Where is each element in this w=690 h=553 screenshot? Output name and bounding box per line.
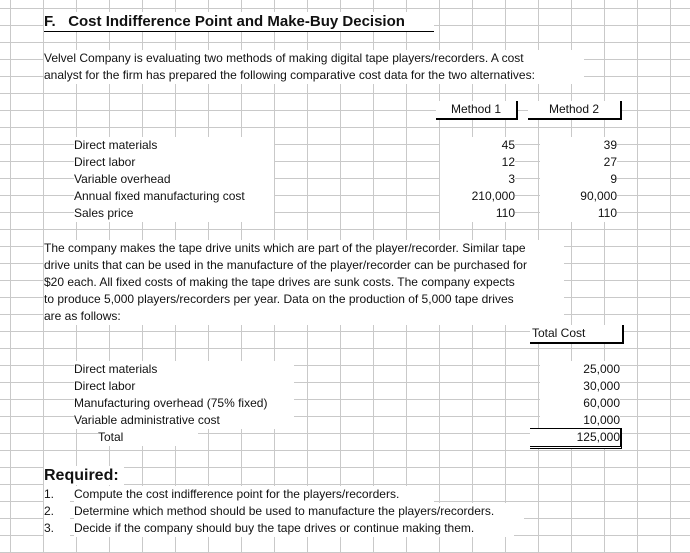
method2-value: 110 <box>540 205 617 222</box>
row-label: Direct materials <box>74 361 294 378</box>
method1-value: 45 <box>440 137 515 154</box>
row-label: Variable administrative cost <box>74 412 294 429</box>
total-label: Total <box>98 429 198 446</box>
required-item: Compute the cost indifference point for the players/recorders. <box>74 486 434 503</box>
row-label: Variable overhead <box>74 171 274 188</box>
row-label: Annual fixed manufacturing cost <box>74 188 274 205</box>
cost-value: 10,000 <box>540 412 620 429</box>
item-number: 1. <box>44 486 70 503</box>
method1-value: 210,000 <box>440 188 515 205</box>
makebuy-paragraph <box>44 240 564 325</box>
intro-line: Velvel Company is evaluating two methods of making digital tape players/recorders. A cost <box>44 51 524 65</box>
intro-paragraph <box>44 50 584 84</box>
method2-value: 39 <box>540 137 617 154</box>
method1-value: 12 <box>440 154 515 171</box>
paragraph-line: The company makes the tape drive units which are part of the player/recorder. Similar tape <box>44 241 526 255</box>
item-number: 3. <box>44 520 70 537</box>
row-label: Manufacturing overhead (75% fixed) <box>74 395 294 412</box>
total-cost-header: Total Cost <box>530 325 624 344</box>
method2-header: Method 2 <box>528 101 622 120</box>
section-label: F. <box>44 13 56 30</box>
paragraph-line: drive units that can be used in the manufacture of the player/recorder can be purchased for <box>44 258 527 272</box>
section-heading <box>44 12 434 32</box>
cost-value: 60,000 <box>540 395 620 412</box>
row-label: Direct labor <box>74 154 274 171</box>
intro-line: analyst for the firm has prepared the following comparative cost data for the two alternatives: <box>44 68 535 82</box>
method2-value: 27 <box>540 154 617 171</box>
paragraph-line: $20 each. All fixed costs of making the tape drives are sunk costs. The company expects <box>44 275 515 289</box>
section-title: Cost Indifference Point and Make-Buy Decision <box>68 13 405 30</box>
required-heading: Required: <box>44 466 124 485</box>
cost-value: 25,000 <box>540 361 620 378</box>
row-label: Sales price <box>74 205 274 222</box>
row-label: Direct materials <box>74 137 274 154</box>
required-item: Determine which method should be used to manufacture the players/recorders. <box>74 503 524 520</box>
row-label: Direct labor <box>74 378 294 395</box>
method2-value: 9 <box>540 171 617 188</box>
total-value: 125,000 <box>530 428 622 449</box>
method1-value: 3 <box>440 171 515 188</box>
paragraph-line: to produce 5,000 players/recorders per year. Data on the production of 5,000 tape drives <box>44 292 514 306</box>
paragraph-line: are as follows: <box>44 309 121 323</box>
required-item: Decide if the company should buy the tape drives or continue making them. <box>74 520 514 537</box>
method2-value: 90,000 <box>540 188 617 205</box>
method1-header: Method 1 <box>436 101 518 120</box>
method1-value: 110 <box>440 205 515 222</box>
item-number: 2. <box>44 503 70 520</box>
cost-value: 30,000 <box>540 378 620 395</box>
